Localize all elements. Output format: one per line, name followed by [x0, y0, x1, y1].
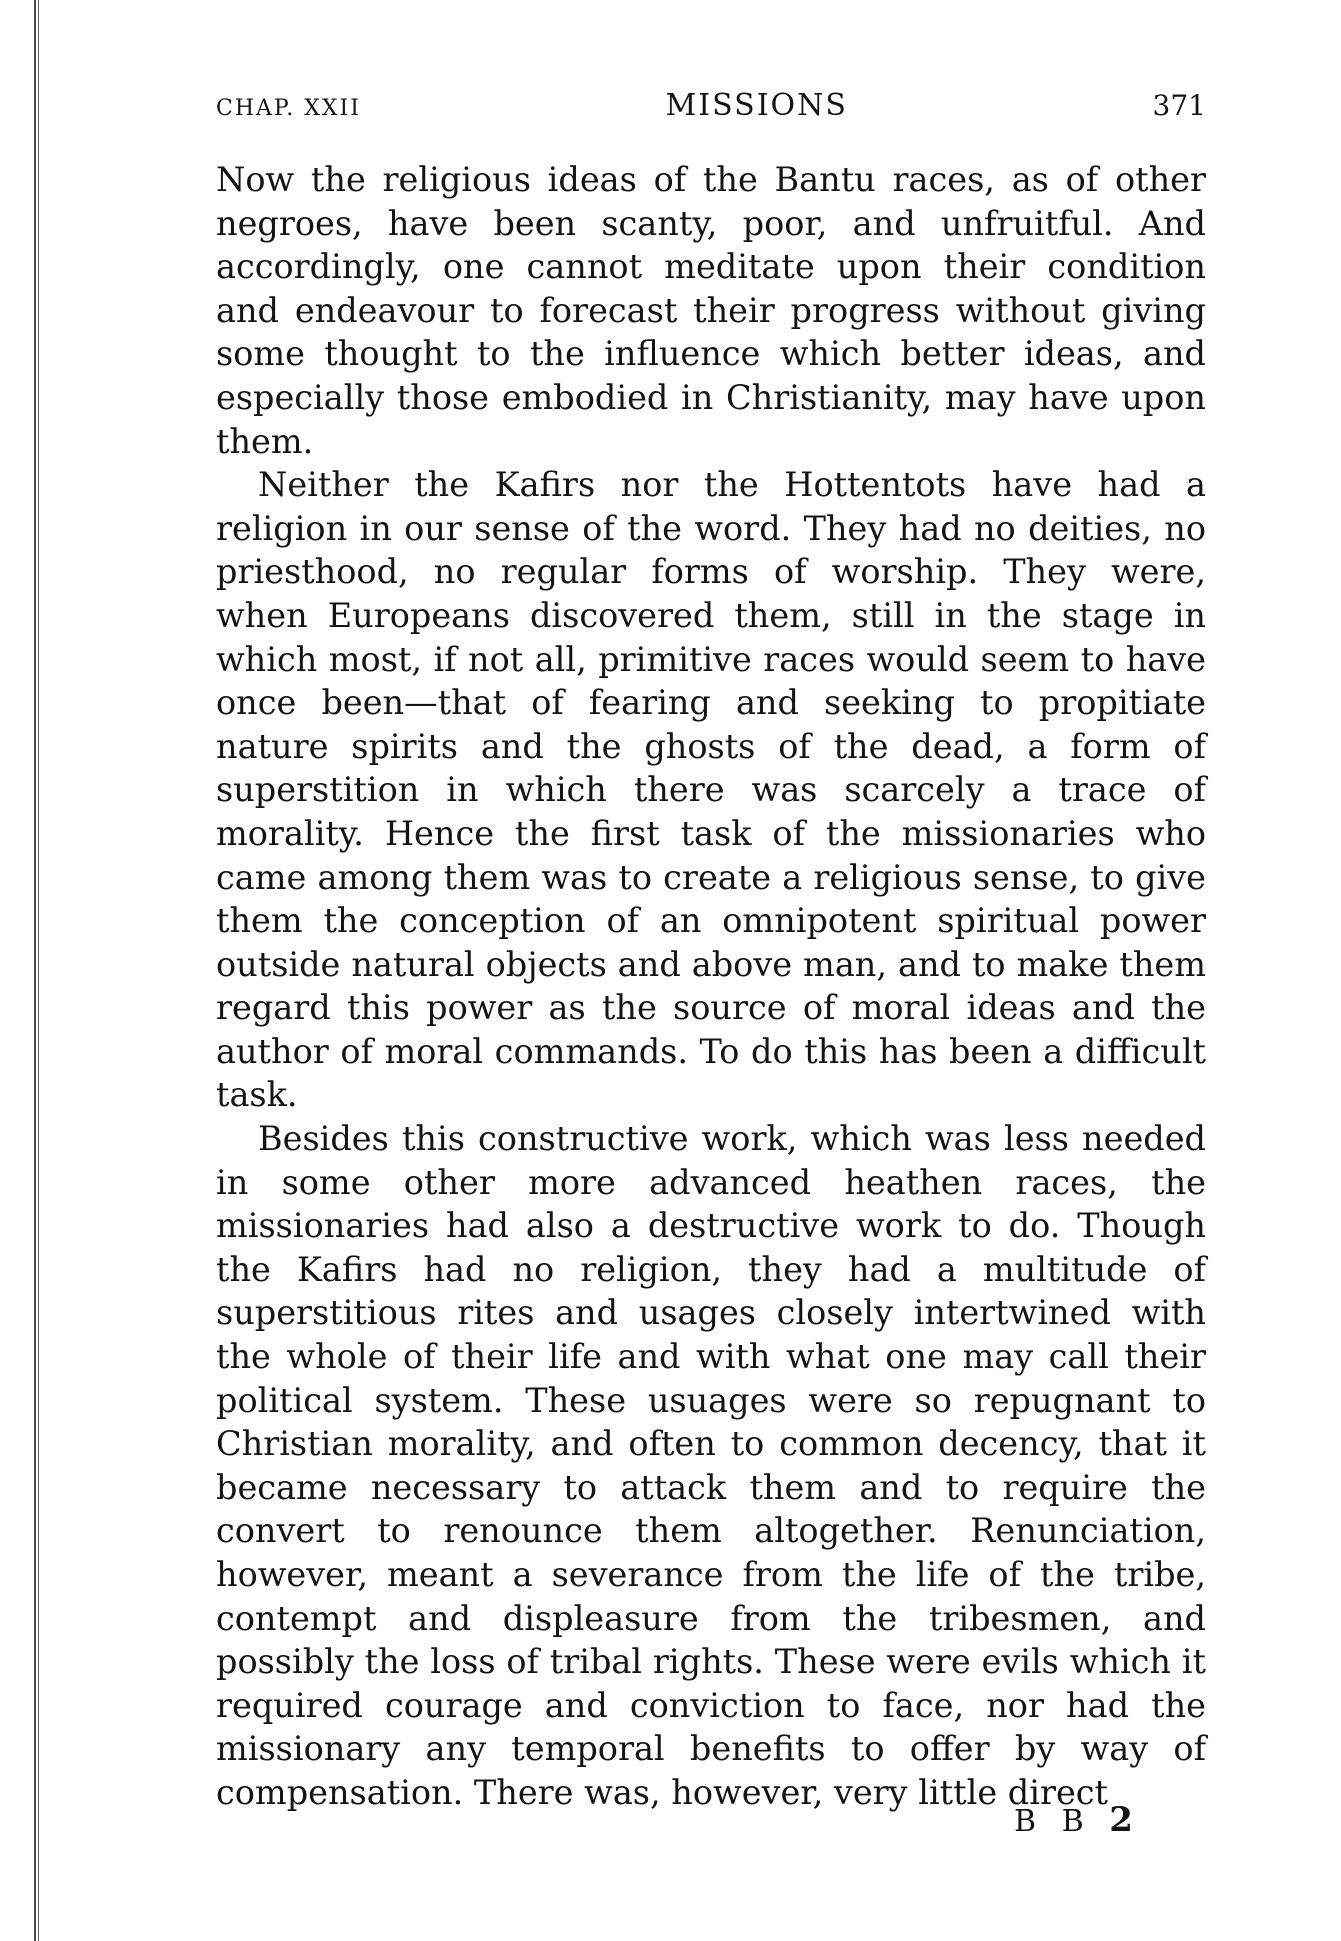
- signature-letters: B B: [1014, 1804, 1092, 1839]
- body-text: [216, 158, 1206, 1815]
- paragraph-2: Neither the Kafirs nor the Hottentots have had a religion in our sense of the word. They had no deities, no priesthood, no regular forms of worship. They were, when Europeans discovered them, still in the stage in which most, if not all, primitive races would seem to have once been—that of fearing and seeking to propitiate nature spirits and the ghosts of the dead, a form of superstition in which there was scarcely a trace of morality. Hence the first task of the missionaries who came among them was to create a religious sense, to give them the conception of an omnipotent spiritual power outside natural objects and above man, and to make them regard this power as the source of moral ideas and the author of moral commands. To do this has been a difficult task.: [216, 465, 1206, 1115]
- running-head: [216, 88, 1206, 136]
- binding-edge: [34, 0, 40, 1941]
- page-number: 371: [1152, 89, 1206, 122]
- paragraph-1: Now the religious ideas of the Bantu races, as of other negroes, have been scanty, poor, and unfruitful. And accordingly, one cannot meditate upon their condition and endeavour to forecast their progress without giving some thought to the influence which better ideas, and especially those embodied in Christianity, may have upon them.: [216, 160, 1206, 461]
- signature-mark: [1014, 1800, 1141, 1840]
- book-page: [216, 88, 1206, 1815]
- paragraph-3: Besides this constructive work, which was less needed in some other more advanced heathen races, the missionaries had also a destructive work to do. Though the Kafirs had no religion, they had a multitude of superstitious rites and usages closely intertwined with the whole of their life and with what one may call their political system. These usuages were so repugnant to Christian morality, and often to common decency, that it became necessary to attack them and to require the convert to renounce them altogether. Renunciation, however, meant a severance from the life of the tribe, contempt and displeasure from the tribesmen, and possibly the loss of tribal rights. These were evils which it required courage and conviction to face, nor had the missionary any temporal benefits to offer by way of compensation. There was, however, very little direct: [216, 1119, 1206, 1812]
- chapter-label: CHAP. XXII: [216, 96, 361, 121]
- page-title: MISSIONS: [665, 88, 848, 123]
- signature-number: 2: [1109, 1800, 1141, 1840]
